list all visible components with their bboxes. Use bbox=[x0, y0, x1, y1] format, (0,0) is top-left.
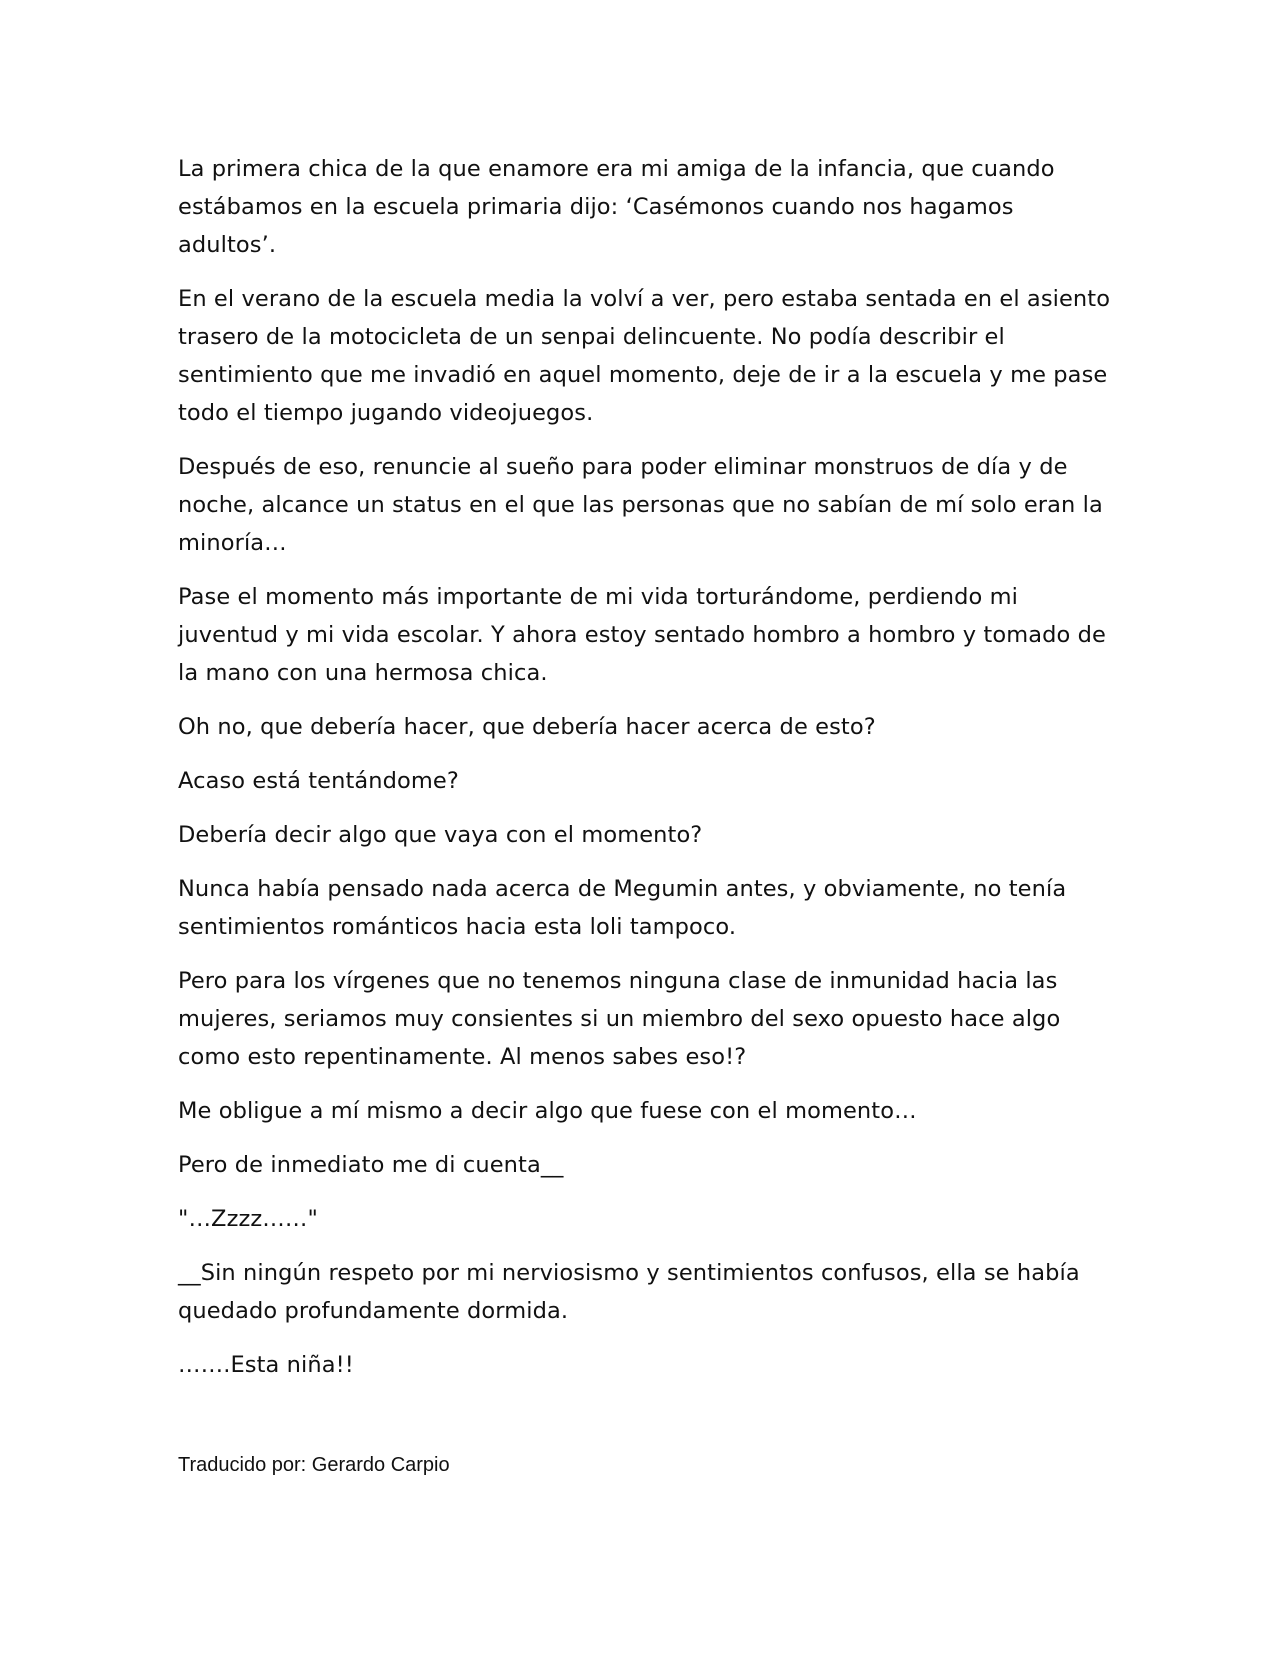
paragraph-1: La primera chica de la que enamore era mi amiga de la infancia, que cuando estábamos en la escuela primaria dijo: ‘Casémonos cuando nos hagamos adultos’. bbox=[178, 156, 1055, 258]
paragraph-9: Pero para los vírgenes que no tenemos ninguna clase de inmunidad hacia las mujeres, seriamos muy consientes si un miembro del sexo opuesto hace algo como esto repentinamente. Al menos sabes eso!? bbox=[178, 968, 1061, 1070]
paragraph-10: Me obligue a mí mismo a decir algo que fuese con el momento… bbox=[178, 1098, 917, 1124]
paragraph-2: En el verano de la escuela media la volví a ver, pero estaba sentada en el asiento trasero de la motocicleta de un senpai delincuente. No podía describir el sentimiento que me invadió en aquel momento, deje de ir a la escuela y me pase todo el tiempo jugando videojuegos. bbox=[178, 286, 1111, 426]
paragraph-3: Después de eso, renuncie al sueño para poder eliminar monstruos de día y de noche, alcance un status en el que las personas que no sabían de mí solo eran la minoría… bbox=[178, 454, 1103, 556]
translator-credit: Traducido por: Gerardo Carpio bbox=[178, 1454, 450, 1476]
paragraph-6: Acaso está tentándome? bbox=[178, 768, 459, 794]
paragraph-13: __Sin ningún respeto por mi nerviosismo y sentimientos confusos, ella se había quedado profundamente dormida. bbox=[178, 1260, 1080, 1324]
paragraph-12: "…Zzzz……" bbox=[178, 1206, 318, 1232]
paragraph-11: Pero de inmediato me di cuenta__ bbox=[178, 1152, 564, 1178]
paragraph-5: Oh no, que debería hacer, que debería hacer acerca de esto? bbox=[178, 714, 876, 740]
story-text bbox=[178, 150, 1118, 1400]
paragraph-4: Pase el momento más importante de mi vida torturándome, perdiendo mi juventud y mi vida escolar. Y ahora estoy sentado hombro a hombro y tomado de la mano con una hermosa chica. bbox=[178, 584, 1106, 686]
paragraph-14: …….Esta niña!! bbox=[178, 1352, 354, 1378]
paragraph-8: Nunca había pensado nada acerca de Megumin antes, y obviamente, no tenía sentimientos románticos hacia esta loli tampoco. bbox=[178, 876, 1067, 940]
paragraph-7: Debería decir algo que vaya con el momento? bbox=[178, 822, 703, 848]
